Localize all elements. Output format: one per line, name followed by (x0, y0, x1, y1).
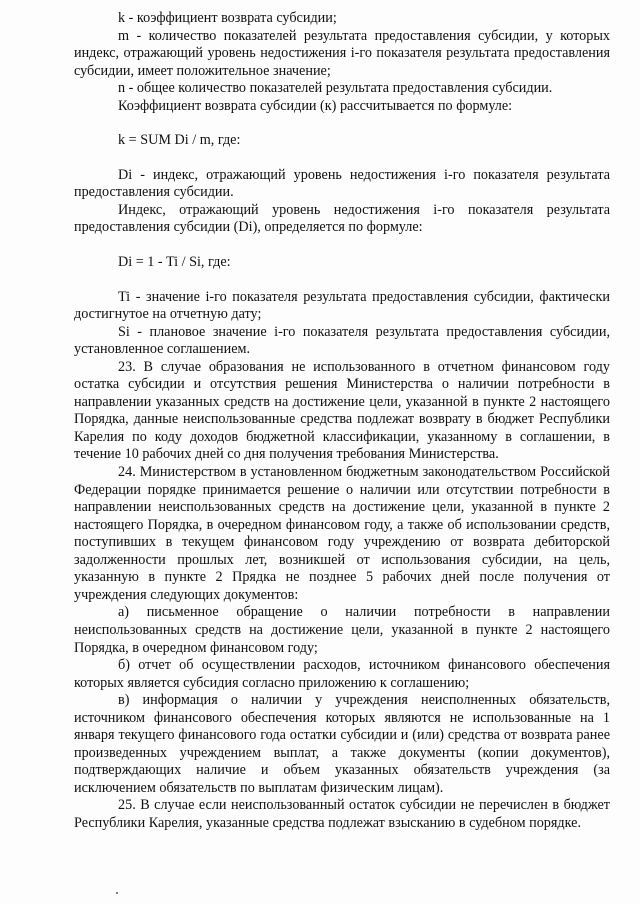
paragraph-di-definition: Di - индекс, отражающий уровень недостижения i-го показателя результата предоставления субсидии. (74, 166, 610, 201)
formula-k: k = SUM Di / m, где: (118, 132, 241, 149)
paragraph-ti-definition: Ti - значение i-го показателя результата предоставления субсидии, фактически достигнутое на отчетную дату; (74, 288, 610, 323)
paragraph-24-item-c: в) информация о наличии у учреждения неисполненных обязательств, источником финансового обеспечения которых являются не использованные на 1 января текущего финансового года остатки субсидии и (или) средства от возврата ранее произведенных учреждением выплат, а также документы (копии документов), подтверждающих наличие и объем указанных обязательств учреждения (за исключением обязательств по выплатам физическим лицам). (74, 692, 610, 796)
paragraph-si-definition: Si - плановое значение i-го показателя результата предоставления субсидии, установленное соглашением. (74, 323, 610, 358)
document-body (74, 10, 610, 833)
paragraph-24-item-a: а) письменное обращение о наличии потребности в направлении неиспользованных средств на достижение цели, указанной в пункте 2 настоящего Порядка, в очередном финансовом году; (74, 604, 610, 656)
paragraph-25: 25. В случае если неиспользованный остаток субсидии не перечислен в бюджет Республики Карелия, указанные средства подлежат взысканию в судебном порядке. (74, 797, 610, 831)
spacer (74, 272, 610, 289)
spacer (74, 237, 610, 254)
paragraph-24-item-b: б) отчет об осуществлении расходов, источником финансового обеспечения которых является субсидия согласно приложению к соглашению; (74, 657, 610, 691)
spacer (74, 150, 610, 167)
paragraph-n-definition: n - общее количество показателей результата предоставления субсидии. (118, 80, 553, 97)
paragraph-24: 24. Министерством в установленном бюджетным законодательством Российской Федерации порядке принимается решение о наличии или отсутствии потребности в направлении неиспользованных средств на достижение цели, указанной в пункте 2 настоящего Порядка, в очередном финансовом году, а также об использовании средств, поступивших в текущем финансовом году учреждению от возврата дебиторской задолженности прошлых лет, возникшей от использования субсидии, на цель, указанную в пункте 2 Прядка не позднее 5 рабочих дней после получения от учреждения следующих документов: (74, 464, 610, 603)
spacer (74, 115, 610, 132)
paragraph-23: 23. В случае образования не использованного в отчетном финансовом году остатка субсидии и отсутствия решения Министерства о наличии потребности в направлении указанных средств на достижение цели, указанной в пункте 2 настоящего Порядка, данные неиспользованные средства подлежат возврату в бюджет Республики Карелия по коду доходов бюджетной классификации, указанному в соглашении, в течение 10 рабочих дней со дня получения требования Министерства. (74, 358, 610, 463)
scan-speck (116, 892, 118, 894)
paragraph-k-formula-intro: Коэффициент возврата субсидии (к) рассчитывается по формуле: (118, 97, 513, 114)
paragraph-di-formula-intro: Индекс, отражающий уровень недостижения i-го показателя результата предоставления субсидии (Di), определяется по формуле: (74, 201, 610, 236)
paragraph-k-definition: k - коэффициент возврата субсидии; (118, 10, 337, 26)
formula-di: Di = 1 - Ti / Si, где: (118, 254, 231, 271)
paragraph-m-definition: m - количество показателей результата предоставления субсидии, у которых индекс, отражающий уровень недостижения i-го показателя результата предоставления субсидии, имеет положительное значение; (74, 27, 610, 79)
